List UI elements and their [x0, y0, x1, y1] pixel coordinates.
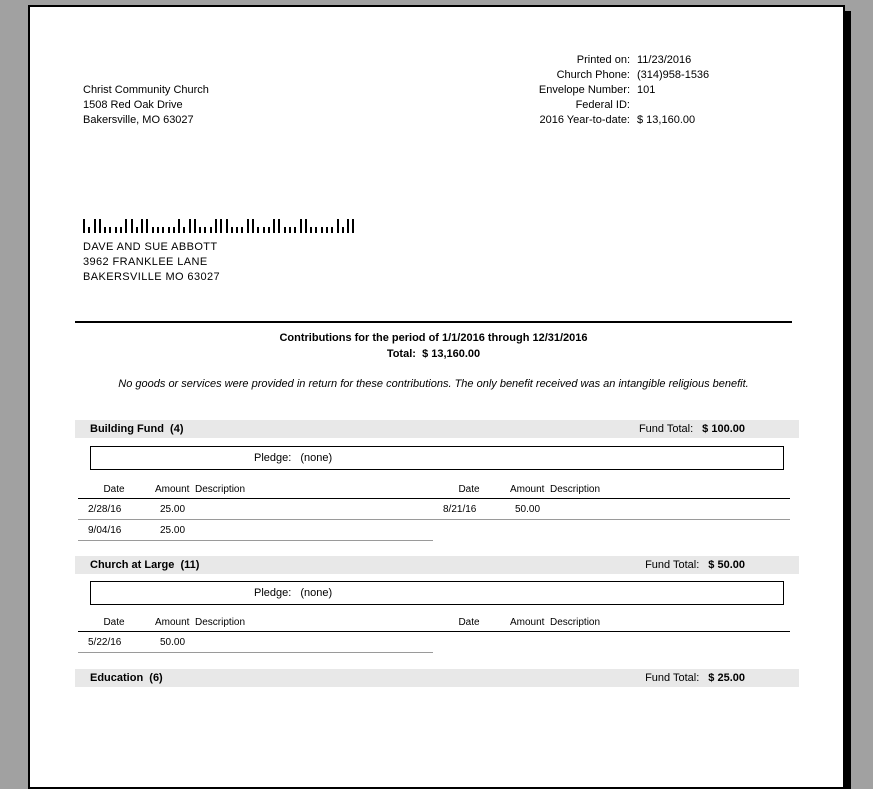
date-column-header: Date: [458, 484, 480, 495]
amount-description-column-header: Amount Description: [155, 484, 246, 495]
date-column-header: Date: [458, 617, 480, 628]
amount-description-column-header: Amount Description: [155, 617, 246, 628]
church-phone-value: (314)958-1536: [637, 69, 710, 81]
contribution-date: 9/04/16: [88, 524, 122, 536]
fund-total-label: Fund Total:: [645, 559, 700, 571]
fund-total-value: $ 100.00: [702, 423, 745, 435]
year-to-date-label: 2016 Year-to-date:: [539, 114, 630, 126]
table-header-row: [433, 484, 790, 499]
fund-total-value: $ 25.00: [708, 672, 745, 684]
pledge-label: Pledge:: [254, 451, 292, 464]
contribution-amount: 50.00: [160, 636, 186, 648]
envelope-number-value: 101: [637, 84, 656, 96]
table-row: [78, 499, 433, 520]
statement-total-value: $ 13,160.00: [422, 348, 481, 360]
church-address-line1: 1508 Red Oak Drive: [83, 99, 183, 111]
fund-total: [645, 672, 745, 684]
contributions-table-right-building-fund: [433, 484, 790, 520]
date-column-header: Date: [103, 617, 125, 628]
fund-name: Building Fund (4): [90, 423, 184, 435]
pledge-box-church-at-large: [90, 581, 784, 605]
table-header-row: [78, 617, 433, 632]
statement-total-label: Total:: [386, 348, 416, 360]
table-row: [78, 632, 433, 653]
fund-total-label: Fund Total:: [645, 672, 700, 684]
statement-total-line: [75, 347, 792, 362]
date-column-header: Date: [103, 484, 125, 495]
contributions-table-left-church-at-large: [78, 617, 433, 653]
amount-description-column-header: Amount Description: [510, 617, 601, 628]
fund-total-value: $ 50.00: [708, 559, 745, 571]
pledge-label: Pledge:: [254, 586, 292, 599]
fund-total: [639, 423, 745, 435]
pledge-box-building-fund: [90, 446, 784, 470]
table-header-row: [78, 484, 433, 499]
contribution-amount: 25.00: [160, 503, 186, 515]
church-address-block: [83, 83, 209, 128]
fund-band-building-fund: [75, 420, 799, 438]
info-row-printed-on: [30, 53, 790, 68]
pledge-value: (none): [300, 586, 333, 599]
contribution-date: 2/28/16: [88, 503, 122, 515]
table-row: [78, 520, 433, 541]
fund-total: [645, 559, 745, 571]
contribution-amount: 25.00: [160, 524, 186, 536]
statement-title: Contributions for the period of 1/1/2016 through 12/31/2016: [279, 332, 588, 344]
statement-disclaimer: No goods or services were provided in return for these contributions. The only benefit received was an intangible religious benefit.: [118, 378, 749, 390]
printed-on-value: 11/23/2016: [637, 54, 692, 66]
pledge-value: (none): [300, 451, 333, 464]
contribution-date: 5/22/16: [88, 636, 122, 648]
document-page: [28, 5, 845, 789]
year-to-date-value: $ 13,160.00: [637, 114, 696, 126]
fund-band-church-at-large: [75, 556, 799, 574]
contributions-table-left-building-fund: [78, 484, 433, 541]
table-row: [433, 499, 790, 520]
recipient-address-line1: 3962 FRANKLEE LANE: [83, 256, 208, 268]
fund-total-label: Fund Total:: [638, 423, 694, 435]
amount-description-column-header: Amount Description: [510, 484, 601, 495]
fund-name: Education (6): [90, 672, 163, 684]
contribution-amount: 50.00: [515, 503, 541, 515]
church-name: Christ Community Church: [83, 84, 209, 96]
contributions-table-right-church-at-large: [433, 617, 790, 632]
recipient-name: DAVE AND SUE ABBOTT: [83, 241, 218, 253]
church-phone-label: Church Phone:: [556, 69, 630, 81]
recipient-address-line2: BAKERSVILLE MO 63027: [83, 271, 221, 283]
fund-name: Church at Large (11): [90, 559, 200, 571]
fund-band-education: [75, 669, 799, 687]
statement-divider: [75, 321, 792, 323]
federal-id-label: Federal ID:: [575, 99, 630, 111]
contribution-date: 8/21/16: [443, 503, 477, 515]
info-row-church-phone: [30, 68, 790, 83]
envelope-number-label: Envelope Number:: [538, 84, 630, 96]
table-header-row: [433, 617, 790, 632]
recipient-address-block: [83, 240, 220, 285]
postnet-barcode-icon: [83, 219, 355, 233]
church-address-line2: Bakersville, MO 63027: [83, 114, 194, 126]
printed-on-label: Printed on:: [576, 54, 630, 66]
